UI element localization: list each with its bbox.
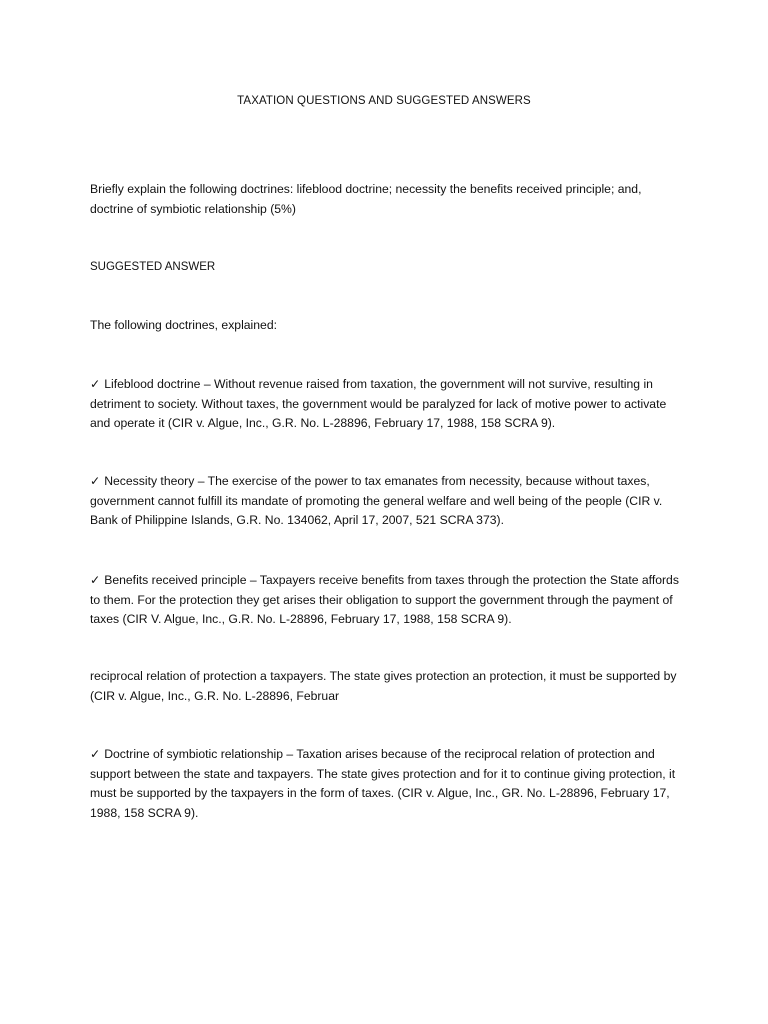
fragment-paragraph: reciprocal relation of protection a taxpayers. The state gives protection an protection, it must be supported by (CIR v. Algue, Inc., G.R. No. L-28896, Februar: [90, 669, 677, 703]
check-mark-icon: ✓: [90, 377, 101, 391]
check-mark-icon: ✓: [90, 474, 101, 488]
necessity-theory-paragraph: [90, 472, 680, 531]
lifeblood-doctrine-paragraph: [90, 375, 680, 434]
question-text: Briefly explain the following doctrines: lifeblood doctrine; necessity the benefits received principle; and, doctrine of symbiotic relationship (5%): [90, 182, 642, 216]
suggested-answer-heading: SUGGESTED ANSWER: [90, 261, 216, 273]
paragraph-text: Benefits received principle – Taxpayers receive benefits from taxes through the protection the State affords to them. For the protection they get arises their obligation to support the government through the payment of taxes (CIR V. Algue, Inc., G.R. No. L-28896, February 17, 1988, 158 SCRA 9).: [90, 573, 679, 626]
paragraph-text: Doctrine of symbiotic relationship – Taxation arises because of the reciprocal relation of protection and support between the state and taxpayers. The state gives protection and for it to continue giving protection, it must be supported by the taxpayers in the form of taxes. (CIR v. Algue, Inc., GR. No. L-28896, February 17, 1988, 158 SCRA 9).: [90, 747, 676, 820]
check-mark-icon: ✓: [90, 747, 101, 761]
paragraph-text: Lifeblood doctrine – Without revenue raised from taxation, the government will not survive, resulting in detriment to society. Without taxes, the government would be paralyzed for lack of motive power to activate and operate it (CIR v. Algue, Inc., G.R. No. L-28896, February 17, 1988, 158 SCRA 9).: [90, 377, 667, 430]
symbiotic-relationship-paragraph: [90, 745, 680, 823]
check-mark-icon: ✓: [90, 573, 101, 587]
benefits-received-paragraph: [90, 571, 680, 630]
paragraph-text: Necessity theory – The exercise of the power to tax emanates from necessity, because without taxes, government cannot fulfill its mandate of promoting the general welfare and well being of the people (CIR v. Bank of Philippine Islands, G.R. No. 134062, April 17, 2007, 521 SCRA 373).: [90, 474, 663, 527]
document-title: TAXATION QUESTIONS AND SUGGESTED ANSWERS: [237, 95, 531, 107]
intro-text: The following doctrines, explained:: [90, 318, 277, 332]
